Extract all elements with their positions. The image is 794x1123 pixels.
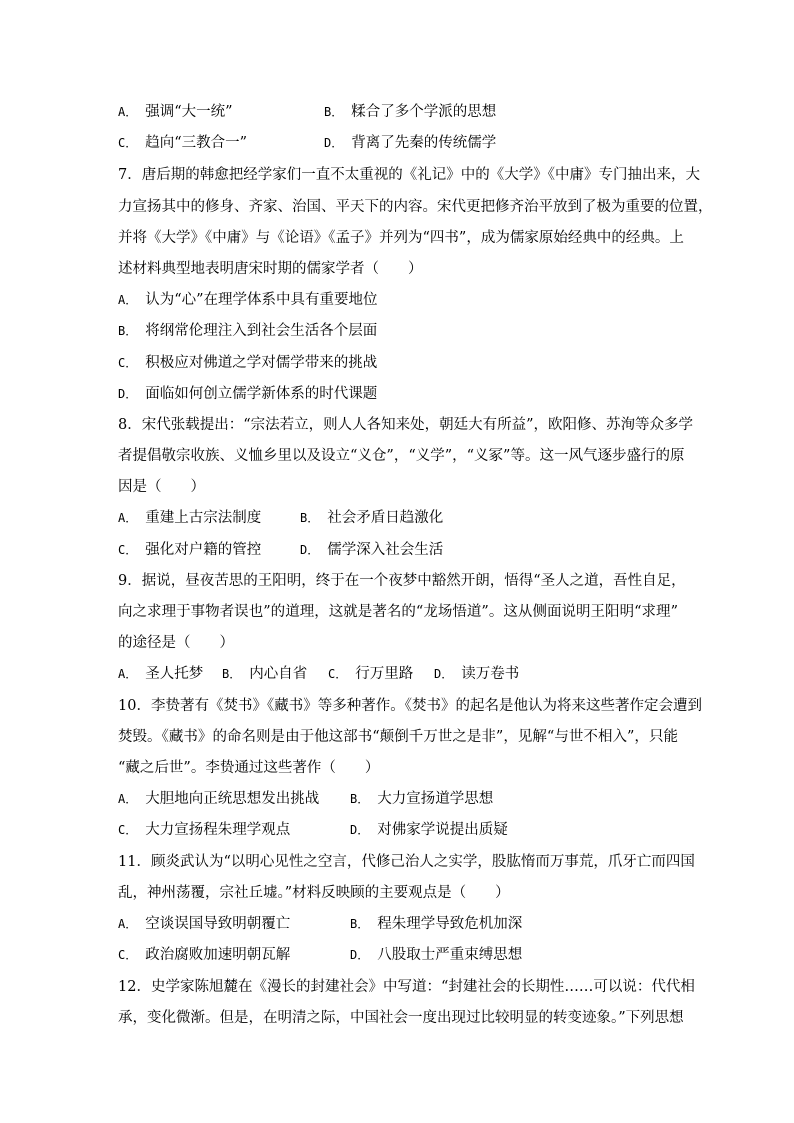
q10-option-d[interactable]: D． 对佛家学说提出质疑: [350, 822, 508, 838]
q6-option-d[interactable]: D． 背离了先秦的传统儒学: [324, 135, 497, 151]
q10-option-c[interactable]: C． 大力宣扬程朱理学观点: [118, 822, 291, 838]
q7-stem-line-1: 7．唐后期的韩愈把经学家们一直不太重视的《礼记》中的《大学》《中庸》专门抽出来，大: [118, 167, 700, 183]
q6-options-row-2: [118, 133, 678, 153]
q8-option-d[interactable]: D． 儒学深入社会生活: [300, 542, 444, 558]
q12-stem-line-2: 承，变化微渐。但是，在明清之际，中国社会一度出现过比较明显的转变迹象。”下列思想: [118, 1010, 684, 1026]
q9-option-d[interactable]: D． 读万卷书: [434, 666, 520, 682]
q9-option-a[interactable]: A． 圣人托梦: [118, 666, 204, 682]
q9-option-b[interactable]: B． 内心自省: [222, 666, 308, 682]
q7-stem-line-4: 述材料典型地表明唐宋时期的儒家学者（ ）: [118, 261, 423, 277]
q11-stem-line-2: 乱，神州荡覆，宗社丘墟。”材料反映顾的主要观点是（ ）: [118, 885, 510, 901]
q6-option-c[interactable]: C． 趋向“三教合一”: [118, 135, 248, 151]
q11-stem-line-1: 11．顾炎武认为“以明心见性之空言，代修己治人之实学，股肱惰而万事荒，爪牙亡而四国: [118, 854, 695, 870]
q10-stem-line-2: 焚毁。《藏书》的命名则是由于他这部书“颠倒千万世之是非”，见解“与世不相入”，只能: [118, 729, 678, 745]
q11-options-row-2: [118, 945, 678, 965]
q10-option-a[interactable]: A． 大胆地向正统思想发出挑战: [118, 791, 320, 807]
q8-option-a[interactable]: A． 重建上古宗法制度: [118, 510, 262, 526]
q10-stem-line-1: 10．李贽著有《焚书》《藏书》等多种著作。《焚书》的起名是他认为将来这些著作定会遭到: [118, 698, 702, 714]
q6-options-row-1: [118, 102, 678, 122]
q9-stem-line-3: 的途径是（ ）: [118, 635, 234, 651]
q7-option-c[interactable]: C． 积极应对佛道之学对儒学带来的挑战: [118, 355, 378, 371]
q12-stem-line-1: 12．史学家陈旭麓在《漫长的封建社会》中写道：“封建社会的长期性……可以说：代代相: [118, 979, 695, 995]
q10-stem-line-3: “藏之后世”。李贽通过这些著作（ ）: [118, 760, 380, 776]
q11-option-c[interactable]: C． 政治腐败加速明朝瓦解: [118, 947, 291, 963]
q9-stem-line-1: 9．据说，昼夜苦思的王阳明，终于在一个夜梦中豁然开朗，悟得“圣人之道，吾性自足，: [118, 573, 686, 589]
q8-option-b[interactable]: B． 社会矛盾日趋激化: [300, 510, 444, 526]
q8-options-row-2: [118, 540, 678, 560]
q10-options-row-2: [118, 820, 678, 840]
q8-stem-line-2: 者提倡敬宗收族、义恤乡里以及设立“义仓”，“义学”，“义冢”等。这一风气逐步盛行的原: [118, 448, 685, 464]
q8-option-c[interactable]: C． 强化对户籍的管控: [118, 542, 262, 558]
q8-stem-line-1: 8．宋代张载提出：“宗法若立，则人人各知来处，朝廷大有所益”，欧阳修、苏洵等众多学: [118, 417, 694, 433]
q9-stem-line-2: 向之求理于事物者误也”的道理，这就是著名的“龙场悟道”。这从侧面说明王阳明“求理”: [118, 604, 678, 620]
q6-option-b[interactable]: B． 糅合了多个学派的思想: [324, 104, 497, 120]
q7-option-a[interactable]: A． 认为“心”在理学体系中具有重要地位: [118, 292, 378, 308]
q11-options-row-1: [118, 914, 678, 934]
q9-option-c[interactable]: C． 行万里路: [328, 666, 414, 682]
q7-stem-line-2: 力宣扬其中的修身、齐家、治国、平天下的内容。宋代更把修齐治平放到了极为重要的位置，: [118, 199, 713, 215]
q6-option-a[interactable]: A． 强调“大一统”: [118, 104, 233, 120]
q7-option-d[interactable]: D． 面临如何创立儒学新体系的时代课题: [118, 386, 378, 402]
q10-options-row-1: [118, 789, 678, 809]
q9-options-row: [118, 664, 678, 684]
q10-option-b[interactable]: B． 大力宣扬道学思想: [350, 791, 494, 807]
q7-stem-line-3: 并将《大学》《中庸》与《论语》《孟子》并列为“四书”，成为儒家原始经典中的经典。上: [118, 230, 684, 246]
q7-option-b[interactable]: B． 将纲常伦理注入到社会生活各个层面: [118, 323, 378, 339]
q11-option-a[interactable]: A． 空谈误国导致明朝覆亡: [118, 916, 291, 932]
q8-options-row-1: [118, 508, 678, 528]
q8-stem-line-3: 因是（ ）: [118, 479, 205, 495]
q11-option-d[interactable]: D． 八股取士严重束缚思想: [350, 947, 523, 963]
q11-option-b[interactable]: B． 程朱理学导致危机加深: [350, 916, 523, 932]
